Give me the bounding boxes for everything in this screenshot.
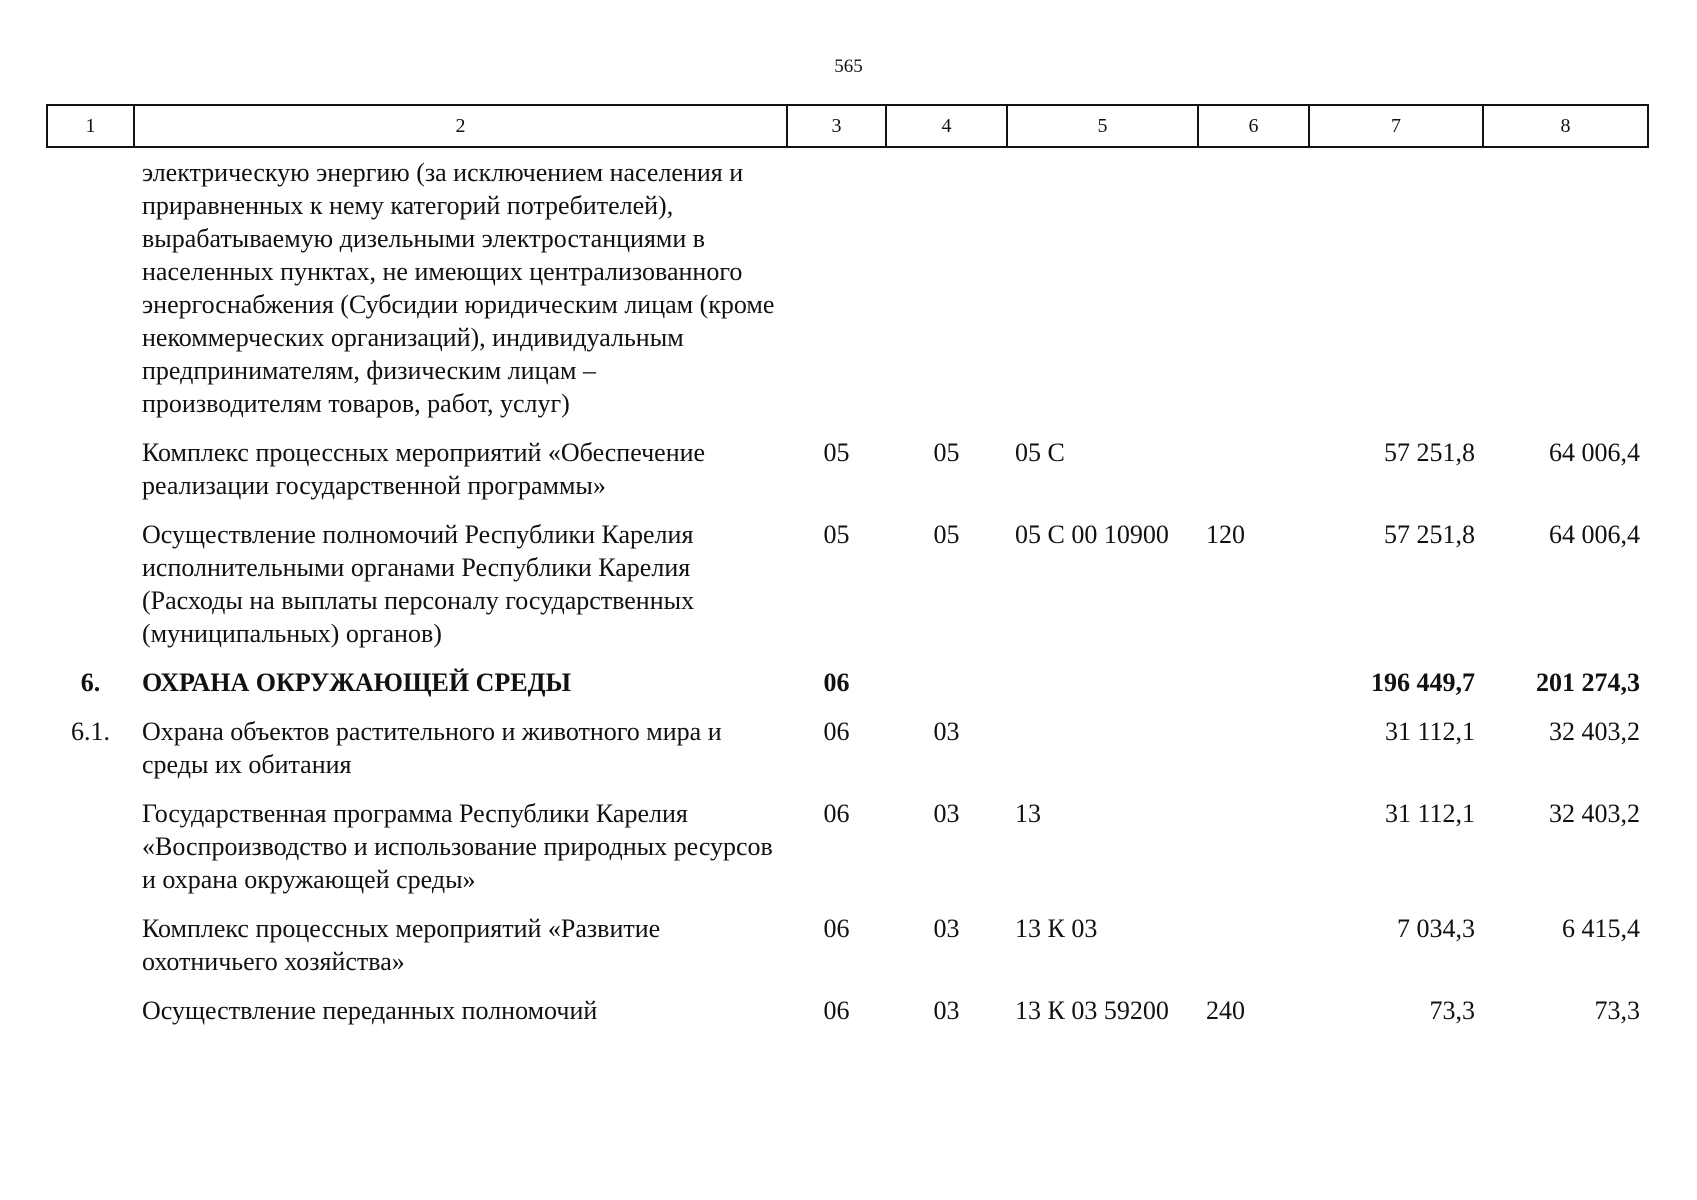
row-amount-year2: 32 403,2 [1549, 717, 1640, 746]
row-section-code: 06 [823, 717, 850, 746]
row-subsection-code: 03 [933, 914, 960, 943]
row-subsection-code [886, 147, 1007, 420]
column-header: 1 [47, 105, 134, 147]
row-amount-year2: 6 415,4 [1562, 914, 1640, 943]
row-target-article [1007, 147, 1198, 420]
row-section-code: 06 [823, 914, 850, 943]
row-expense-type [1198, 147, 1309, 420]
table-row [47, 147, 1648, 420]
row-target-article: 05 С [1015, 438, 1065, 467]
row-amount-year1: 196 449,7 [1371, 668, 1475, 697]
table-row [47, 978, 1648, 1027]
row-amount-year2: 73,3 [1594, 996, 1640, 1025]
table-row [47, 896, 1648, 978]
row-subsection-code: 03 [933, 996, 960, 1025]
row-section-code: 06 [823, 668, 850, 697]
row-amount-year1: 31 112,1 [1384, 799, 1475, 828]
row-subsection-code: 05 [933, 520, 960, 549]
column-header: 4 [886, 105, 1007, 147]
row-name: Комплекс процессных мероприятий «Обеспечение реализации государственной программы» [142, 438, 706, 500]
row-expense-type [1198, 420, 1309, 502]
row-amount-year2: 64 006,4 [1549, 520, 1640, 549]
row-name: Охрана объектов растительного и животного мира и среды их обитания [142, 717, 722, 779]
table-row [47, 699, 1648, 781]
column-header: 5 [1007, 105, 1198, 147]
row-expense-type [1198, 699, 1309, 781]
row-name: Комплекс процессных мероприятий «Развитие охотничьего хозяйства» [142, 914, 661, 976]
row-subsection-code: 05 [933, 438, 960, 467]
row-name: Государственная программа Республики Карелия «Воспроизводство и использование природных ресурсов и охрана окружающей среды» [142, 799, 773, 894]
row-amount-year1: 73,3 [1429, 996, 1475, 1025]
row-amount-year1: 57 251,8 [1384, 438, 1475, 467]
row-amount-year2: 32 403,2 [1549, 799, 1640, 828]
table-row [47, 420, 1648, 502]
row-target-article [1007, 699, 1198, 781]
row-section-code: 05 [823, 520, 850, 549]
row-subsection-code: 03 [933, 799, 960, 828]
table-row [47, 781, 1648, 896]
row-amount-year2: 201 274,3 [1536, 668, 1640, 697]
row-expense-type: 120 [1206, 520, 1245, 549]
table-body [47, 147, 1648, 1027]
row-section-code: 05 [823, 438, 850, 467]
row-amount-year2 [1483, 147, 1648, 420]
row-name: электрическую энергию (за исключением населения и приравненных к нему категорий потребителей), вырабатываемую дизельными электростанциями в населенных пунктах, не имеющих централизованного энергоснабжения (Субсидии юридическим лицам (кроме некоммерческих организаций), индивидуальным предпринимателям, физическим лицам – производителям товаров, работ, услуг) [142, 158, 775, 418]
row-target-article: 13 К 03 59200 [1015, 996, 1169, 1025]
row-number [47, 420, 134, 502]
row-target-article [1007, 650, 1198, 699]
row-target-article: 13 [1015, 799, 1041, 828]
row-target-article: 13 К 03 [1015, 914, 1098, 943]
row-expense-type [1198, 650, 1309, 699]
row-number [47, 896, 134, 978]
table-header-row [47, 105, 1648, 147]
row-section-code: 06 [823, 996, 850, 1025]
row-number [47, 147, 134, 420]
column-header: 6 [1198, 105, 1309, 147]
row-subsection-code: 03 [933, 717, 960, 746]
row-number [47, 781, 134, 896]
row-name: ОХРАНА ОКРУЖАЮЩЕЙ СРЕДЫ [142, 668, 571, 697]
page-number: 565 [834, 56, 863, 77]
column-header: 2 [134, 105, 787, 147]
row-amount-year2: 64 006,4 [1549, 438, 1640, 467]
row-section-code: 06 [823, 799, 850, 828]
row-number [47, 978, 134, 1027]
row-number: 6. [80, 668, 101, 697]
column-header: 3 [787, 105, 886, 147]
row-section-code [787, 147, 886, 420]
row-expense-type [1198, 781, 1309, 896]
row-subsection-code [886, 650, 1007, 699]
row-number: 6.1. [71, 717, 110, 746]
table-row [47, 502, 1648, 650]
row-amount-year1: 31 112,1 [1384, 717, 1475, 746]
budget-table [46, 104, 1649, 1027]
table-row [47, 650, 1648, 699]
row-name: Осуществление полномочий Республики Карелия исполнительными органами Республики Карелия (Расходы на выплаты персоналу государственных (муниципальных) органов) [142, 520, 695, 648]
column-header: 7 [1309, 105, 1483, 147]
row-expense-type [1198, 896, 1309, 978]
row-amount-year1: 7 034,3 [1397, 914, 1475, 943]
row-amount-year1 [1309, 147, 1483, 420]
row-amount-year1: 57 251,8 [1384, 520, 1475, 549]
row-number [47, 502, 134, 650]
row-expense-type: 240 [1206, 996, 1245, 1025]
row-target-article: 05 С 00 10900 [1015, 520, 1169, 549]
row-name: Осуществление переданных полномочий [142, 996, 598, 1025]
column-header: 8 [1483, 105, 1648, 147]
